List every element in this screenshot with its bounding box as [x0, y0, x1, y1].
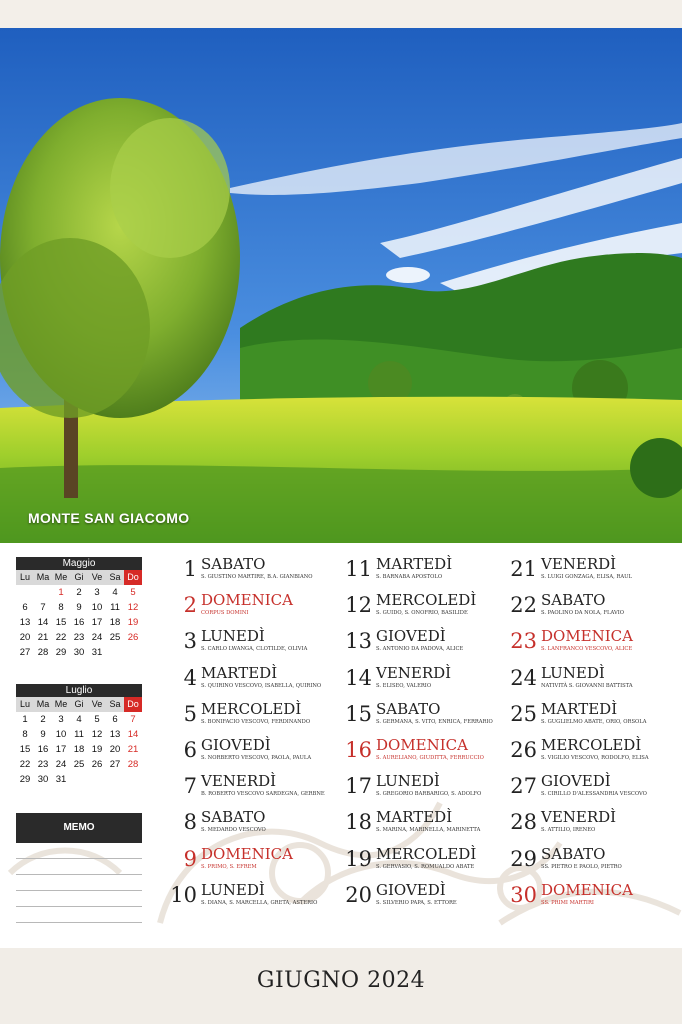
mini-calendar-day: 5 [130, 587, 136, 598]
weekday-name: GIOVEDÌ [201, 736, 271, 754]
mini-calendar-day: 29 [19, 774, 31, 785]
day-number: 30 [510, 882, 537, 907]
saint-of-day: B. ROBERTO VESCOVO SARDEGNA, GERBNE [201, 791, 325, 798]
day-number: 8 [183, 810, 197, 835]
mini-calendar-maggio [16, 557, 142, 660]
saint-of-day: S. DIANA, S. MARCELLA, GRETA, ASTERIO [201, 899, 318, 906]
mini-calendar-day: 7 [40, 602, 46, 613]
mini-calendar-day: 8 [22, 729, 28, 740]
saint-of-day: S. ANTONIO DA PADOVA, ALICE [376, 646, 464, 653]
footer [0, 948, 682, 1024]
weekday-name: VENERDÌ [541, 555, 617, 573]
mini-calendar-day: 27 [109, 759, 121, 770]
mini-calendar-day: 31 [55, 774, 67, 785]
weekday-name: LUNEDÌ [201, 880, 265, 899]
weekday-name: GIOVEDÌ [541, 772, 611, 791]
mini-calendar-day [16, 585, 34, 600]
mini-calendar-day: 29 [55, 647, 67, 658]
day-number: 11 [345, 557, 372, 581]
mini-calendar-day: 21 [127, 744, 139, 755]
day-number: 10 [170, 882, 197, 907]
saint-of-day: S. PRIMO, S. EFREM [201, 863, 257, 870]
day-number: 23 [510, 629, 537, 654]
mini-calendar-day: 26 [91, 759, 103, 770]
mini-calendar-day [124, 645, 142, 660]
mini-calendar-day: 13 [109, 729, 121, 740]
saint-of-day: S. ELISEO, VALERIO [376, 682, 432, 689]
mini-calendar-day: 17 [91, 617, 103, 628]
day-number: 6 [183, 738, 197, 762]
day-number: 13 [345, 629, 372, 654]
day-number: 27 [510, 774, 537, 799]
mini-calendar-day: 12 [91, 729, 103, 740]
saint-of-day: S. VIGILIO VESCOVO, RODOLFO, ELISA [541, 755, 649, 761]
memo-line [16, 907, 142, 923]
day-number: 5 [183, 701, 197, 726]
day-number: 17 [345, 774, 372, 799]
weekday-name: MERCOLEDÌ [376, 591, 477, 610]
weekday-header: Me [52, 570, 70, 585]
weekday-name: MERCOLEDÌ [376, 844, 477, 863]
mini-calendar-day: 2 [40, 714, 46, 725]
mini-calendar-day: 20 [19, 632, 31, 643]
mini-calendar-day: 16 [37, 744, 49, 755]
saint-of-day: S. GUIDO, S. ONOFRIO, BASILIDE [376, 610, 468, 617]
day-number: 12 [345, 593, 372, 618]
calendar-area [0, 543, 682, 948]
saint-of-day: S. MEDARDO VESCOVO [201, 827, 266, 834]
mini-calendar-day: 4 [76, 714, 82, 725]
mini-calendar-day [70, 772, 88, 787]
mini-calendar-day: 6 [112, 714, 118, 725]
mini-calendar-day: 9 [76, 602, 82, 613]
day-number: 9 [183, 846, 197, 871]
mini-calendar-day: 21 [37, 632, 49, 643]
mini-calendar-day [34, 585, 52, 600]
saint-of-day: SS. PIETRO E PAOLO, PIETRO [541, 863, 622, 870]
saint-of-day: S. GIUSTINO MARTIRE, B.A. GIANBIANO [201, 574, 313, 580]
day-number: 15 [345, 701, 372, 726]
weekday-header: Do [124, 570, 142, 585]
mini-calendar-day: 8 [58, 602, 64, 613]
weekday-name: GIOVEDÌ [376, 880, 446, 899]
day-number: 29 [510, 846, 537, 871]
weekday-name: VENERDÌ [201, 772, 277, 791]
weekday-name: DOMENICA [201, 591, 293, 610]
weekday-name: DOMENICA [541, 880, 633, 899]
weekday-name: DOMENICA [201, 844, 293, 863]
mini-calendar-day: 1 [22, 714, 28, 725]
day-number: 4 [183, 665, 197, 690]
weekday-name: LUNEDÌ [376, 772, 440, 791]
mini-calendar-day: 22 [55, 632, 67, 643]
weekday-name: LUNEDÌ [541, 663, 605, 682]
saint-of-day: S. GERVASIO, S. ROMUALDO ABATE [376, 863, 475, 870]
weekday-header: Lu [16, 570, 34, 585]
mini-calendar-day: 1 [58, 587, 64, 598]
mini-calendar-day: 15 [19, 744, 31, 755]
day-number: 2 [183, 593, 197, 618]
mini-calendar-day: 4 [112, 587, 118, 598]
mini-calendar-day: 18 [109, 617, 121, 628]
weekday-name: SABATO [201, 555, 266, 573]
weekday-header: Me [52, 697, 70, 712]
day-number: 1 [183, 557, 197, 581]
mini-calendar-title: Luglio [16, 684, 142, 697]
saint-of-day: S. BONIFACIO VESCOVO, FERDINANDO [201, 718, 311, 725]
mini-calendar-day: 13 [19, 617, 31, 628]
mini-calendar-day: 16 [73, 617, 85, 628]
saint-of-day: CORPUS DOMINI [201, 610, 249, 617]
day-number: 22 [510, 593, 537, 618]
mini-calendar-day: 11 [110, 602, 120, 613]
weekday-header: Ve [88, 570, 106, 585]
weekday-name: LUNEDÌ [201, 627, 265, 646]
mini-calendar-day: 2 [76, 587, 82, 598]
mini-calendar-day: 28 [127, 759, 139, 770]
day-number: 16 [345, 738, 372, 762]
saint-of-day: S. GUGLIELMO ABATE, ORIO, ORSOLA [541, 718, 647, 725]
saint-of-day: S. CARLO LWANGA, CLOTILDE, OLIVIA [201, 646, 308, 653]
mini-calendar-day: 24 [91, 632, 103, 643]
day-number: 14 [345, 665, 372, 690]
saint-of-day: S. GERMANA, S. VITO, ENRICA, FERRARIO [376, 718, 493, 725]
weekday-header: Gi [70, 697, 88, 712]
mini-calendar-day: 24 [55, 759, 67, 770]
weekday-name: VENERDÌ [541, 808, 617, 827]
mini-calendar-day: 28 [37, 647, 49, 658]
mini-calendar-day: 7 [130, 714, 136, 725]
mini-calendar-day: 27 [19, 647, 31, 658]
landscape-photo [0, 28, 682, 543]
weekday-name: MERCOLEDÌ [201, 699, 302, 718]
mini-calendar-day [106, 772, 124, 787]
mini-calendar-day: 20 [109, 744, 121, 755]
day-number: 25 [510, 701, 537, 726]
mini-calendar-day: 31 [91, 647, 103, 658]
weekday-name: GIOVEDÌ [376, 627, 446, 646]
month-title: GIUGNO 2024 [256, 968, 426, 993]
saint-of-day: S. LANFRANCO VESCOVO, ALICE [541, 646, 633, 653]
photo-caption: MONTE SAN GIACOMO [28, 510, 190, 526]
mini-calendar-title: Maggio [16, 557, 142, 570]
mini-calendar-day: 10 [91, 602, 103, 613]
weekday-name: MARTEDÌ [201, 663, 278, 682]
memo-line [16, 859, 142, 875]
weekday-header: Sa [106, 570, 124, 585]
mini-calendar-day: 5 [94, 714, 100, 725]
mini-calendar-day: 15 [55, 617, 67, 628]
mini-calendar-day: 25 [73, 759, 85, 770]
weekday-header: Gi [70, 570, 88, 585]
weekday-name: MARTEDÌ [376, 808, 453, 827]
saint-of-day: S. AURELIANO, GIUDITTA, FERRUCCIO [376, 755, 484, 761]
mini-calendar-day: 23 [73, 632, 85, 643]
mini-calendar-day [106, 645, 124, 660]
day-number: 19 [345, 846, 372, 871]
saint-of-day: S. ATTILIO, IRENEO [541, 827, 596, 834]
memo-line [16, 891, 142, 907]
weekday-name: SABATO [541, 591, 606, 610]
mini-calendar-day: 25 [109, 632, 121, 643]
day-number: 7 [183, 774, 197, 799]
mini-calendar-day: 14 [127, 729, 139, 740]
saint-of-day: S. BARNABA APOSTOLO [376, 574, 443, 580]
mini-calendar-day: 14 [37, 617, 49, 628]
memo-box [16, 813, 142, 938]
mini-calendar-grid [16, 570, 142, 660]
mini-calendar-grid [16, 697, 142, 787]
weekday-name: MARTEDÌ [376, 555, 453, 573]
mini-calendar-day: 30 [37, 774, 49, 785]
saint-of-day: S. SILVERIO PAPA, S. ETTORE [376, 899, 457, 906]
weekday-name: MERCOLEDÌ [541, 736, 642, 754]
saint-of-day: NATIVITÀ S. GIOVANNI BATTISTA [541, 682, 633, 689]
mini-calendar-day: 9 [40, 729, 46, 740]
mini-calendar-day: 18 [73, 744, 85, 755]
saint-of-day: S. CIRILLO D'ALESSANDRIA VESCOVO [541, 791, 647, 798]
weekday-name: MARTEDÌ [541, 699, 618, 718]
mini-calendar-day [88, 772, 106, 787]
weekday-name: DOMENICA [541, 627, 633, 646]
weekday-name: VENERDÌ [376, 663, 452, 682]
mini-calendar-day: 10 [55, 729, 67, 740]
weekday-name: SABATO [376, 699, 441, 718]
weekday-header: Ma [34, 697, 52, 712]
memo-title: MEMO [16, 813, 142, 843]
memo-line [16, 875, 142, 891]
weekday-name: SABATO [201, 808, 266, 827]
mini-calendar-day: 22 [19, 759, 31, 770]
mini-calendar-day: 6 [22, 602, 28, 613]
mini-calendar-day: 30 [73, 647, 85, 658]
weekday-header: Ma [34, 570, 52, 585]
weekday-name: DOMENICA [376, 736, 468, 754]
weekday-header: Lu [16, 697, 34, 712]
saint-of-day: S. PAOLINO DA NOLA, FLAVIO [541, 610, 625, 617]
mini-calendar-day: 19 [127, 617, 139, 628]
mini-calendar-day: 19 [91, 744, 103, 755]
saint-of-day: S. NORBERTO VESCOVO, PAOLA, PAULA [201, 755, 312, 761]
mini-calendar-day: 26 [127, 632, 139, 643]
weekday-header: Sa [106, 697, 124, 712]
day-number: 3 [183, 629, 197, 654]
day-number: 26 [510, 738, 537, 762]
mini-calendar-day: 3 [94, 587, 100, 598]
memo-line [16, 843, 142, 859]
mini-calendar-day: 23 [37, 759, 49, 770]
mini-calendar-luglio [16, 684, 142, 787]
saint-of-day: S. GREGORIO BARBARIGO, S. ADOLFO [376, 791, 482, 798]
mini-calendar-day: 12 [127, 602, 139, 613]
day-number: 28 [510, 810, 537, 835]
day-number: 24 [510, 665, 537, 690]
saint-of-day: S. MARINA, MARINELLA, MARINETTA [376, 827, 481, 834]
day-number: 20 [345, 882, 372, 907]
saint-of-day: SS. PRIMI MARTIRI [541, 899, 594, 906]
saint-of-day: S. LUIGI GONZAGA, ELISA, RAUL [541, 574, 632, 580]
weekday-header: Do [124, 697, 142, 712]
mini-calendar-day: 17 [55, 744, 67, 755]
weekday-name: SABATO [541, 844, 606, 863]
weekday-header: Ve [88, 697, 106, 712]
mini-calendar-day: 11 [74, 729, 84, 740]
day-number: 21 [510, 557, 537, 581]
saint-of-day: S. QUIRINO VESCOVO, ISABELLA, QUIRINO [201, 682, 322, 689]
mini-calendar-day: 3 [58, 714, 64, 725]
mini-calendar-day [124, 772, 142, 787]
day-number: 18 [345, 810, 372, 835]
